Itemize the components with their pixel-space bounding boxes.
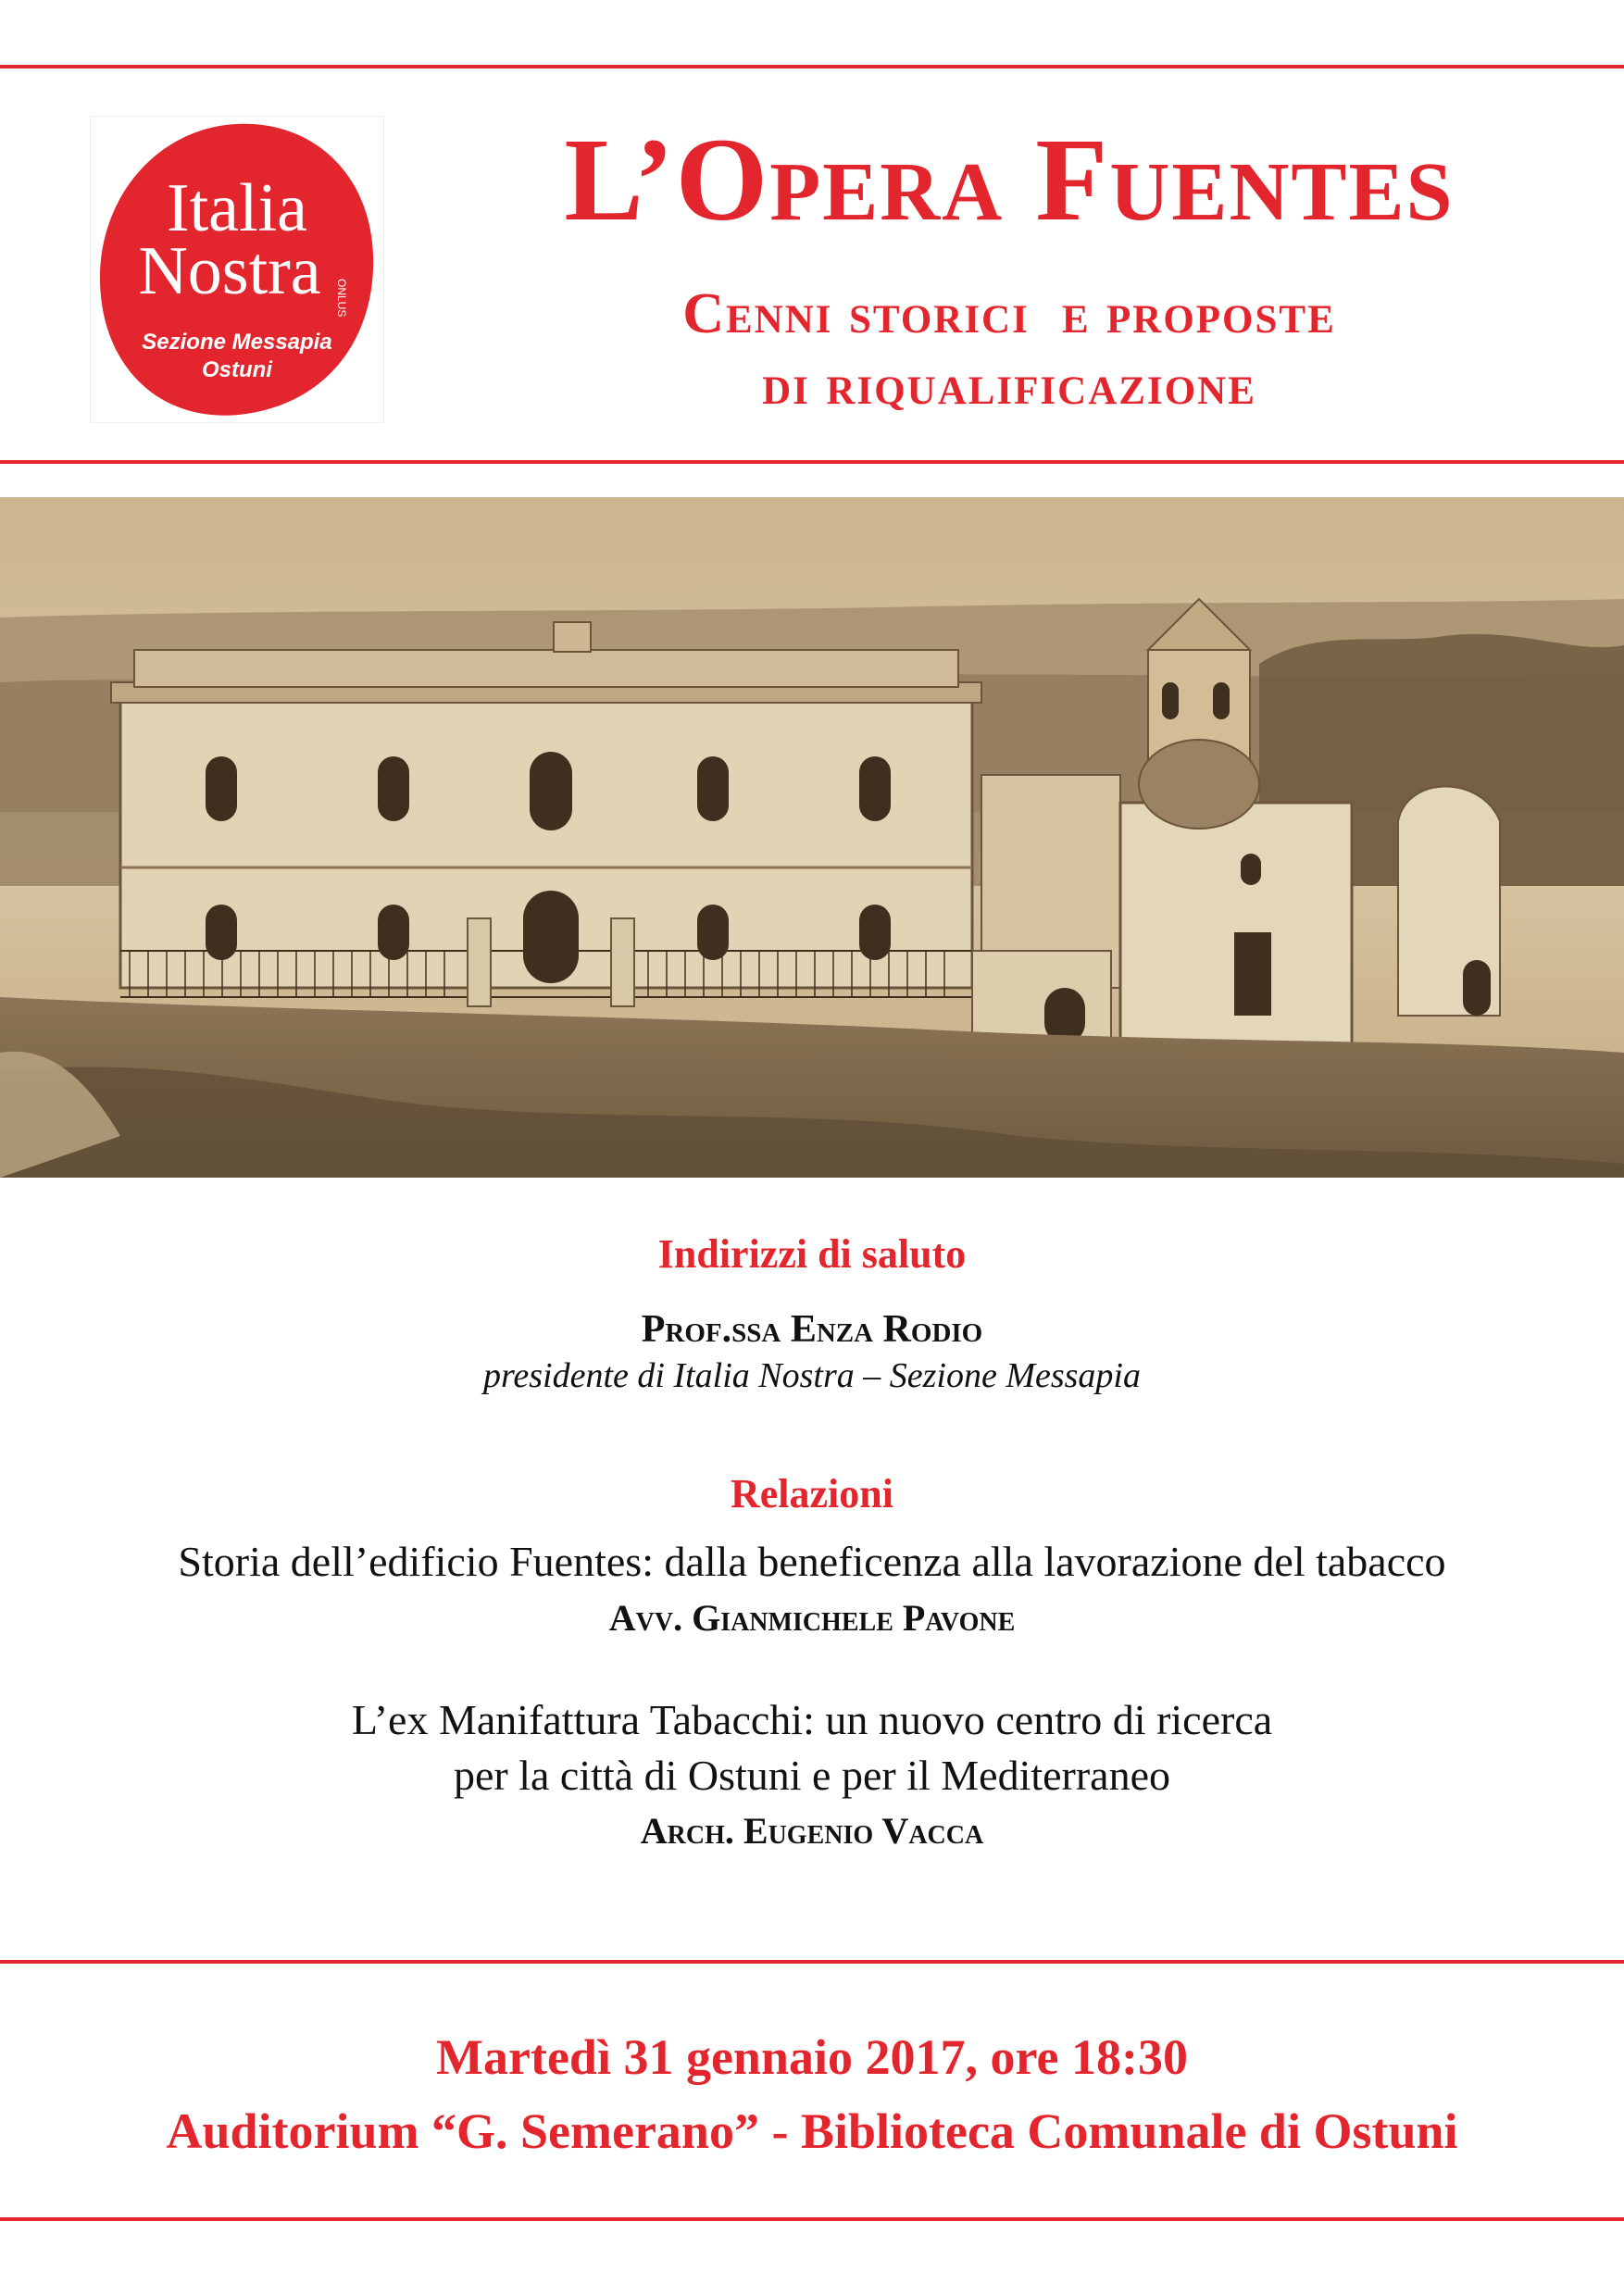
page-title: L’Opera Fuentes <box>564 114 1455 245</box>
logo-sub1: Sezione Messapia <box>142 330 332 355</box>
logo-line2: Nostra <box>138 233 321 309</box>
greetings-role: presidente di Italia Nostra – Sezione Messapia <box>483 1356 1141 1395</box>
italia-nostra-logo <box>90 116 384 423</box>
talk1-title: Storia dell’edificio Fuentes: dalla beneficenza alla lavorazione del tabacco <box>178 1538 1446 1585</box>
greetings-speaker: Prof.ssa Enza Rodio <box>641 1308 983 1351</box>
event-top-rule <box>0 1960 1624 1964</box>
bottom-rule <box>0 2217 1624 2221</box>
talk1-speaker: Avv. Gianmichele Pavone <box>608 1597 1016 1639</box>
talk2-speaker: Arch. Eugenio Vacca <box>640 1810 984 1852</box>
historical-photo-fuentes-building <box>0 497 1624 1178</box>
logo-onlus: ONLUS <box>335 279 348 318</box>
greetings-heading: Indirizzi di saluto <box>657 1231 967 1277</box>
header-bottom-rule <box>0 460 1624 464</box>
event-date: Martedì 31 gennaio 2017, ore 18:30 <box>436 2029 1188 2085</box>
logo-line1: Italia <box>166 170 307 246</box>
talk2-title-line1: L’ex Manifattura Tabacchi: un nuovo centro di ricerca <box>351 1696 1273 1743</box>
event-venue: Auditorium “G. Semerano” - Biblioteca Comunale di Ostuni <box>166 2103 1458 2159</box>
top-rule <box>0 65 1624 69</box>
subtitle-line1: Cenni storici e proposte <box>682 282 1336 345</box>
talks-heading: Relazioni <box>731 1471 893 1516</box>
subtitle-line2: di riqualificazione <box>762 354 1256 417</box>
logo-sub2: Ostuni <box>202 357 272 382</box>
talk2-title-line2: per la città di Ostuni e per il Mediterraneo <box>453 1752 1171 1799</box>
